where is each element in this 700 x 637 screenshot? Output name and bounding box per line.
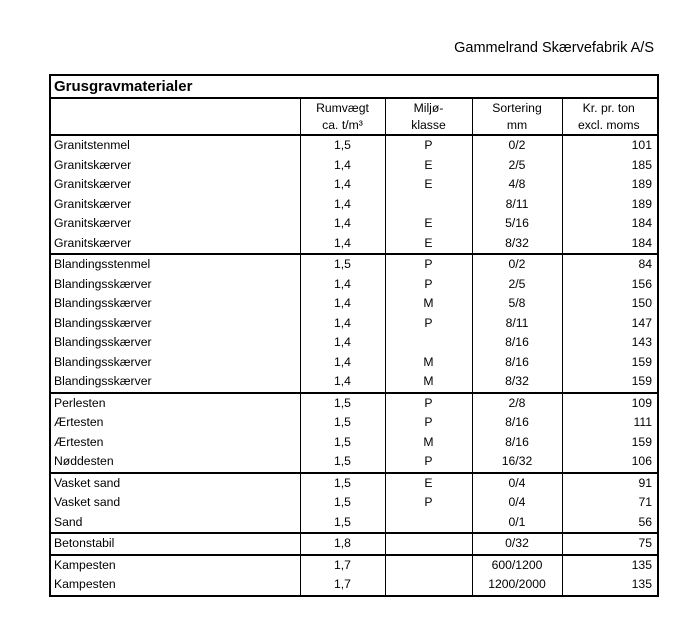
table-row-material: Kampesten [50,575,300,596]
table-row-env-class: E [385,214,472,234]
table-row-price: 71 [562,493,658,513]
table-row [50,234,658,255]
table-row-density: 1,7 [300,555,385,576]
table-row-env-class: M [385,353,472,373]
table-row [50,575,658,596]
table-row [50,493,658,513]
table-row-env-class: P [385,393,472,414]
table-row-grading: 2/5 [472,275,562,295]
table-row-price: 84 [562,254,658,275]
table-row-material: Blandingsskærver [50,372,300,393]
table-row-material: Blandingsskærver [50,353,300,373]
table-row-density: 1,8 [300,533,385,555]
table-row-env-class: E [385,473,472,494]
table-row-env-class [385,555,472,576]
table-row [50,214,658,234]
table-title-row [50,75,658,98]
table-row-price: 159 [562,372,658,393]
table-row-material: Granitskærver [50,175,300,195]
table-row-env-class: P [385,275,472,295]
table-row [50,275,658,295]
table-row-price: 135 [562,555,658,576]
table-row-density: 1,4 [300,175,385,195]
header-row [50,98,658,117]
table-row-grading: 8/16 [472,413,562,433]
table-row [50,353,658,373]
table-row-price: 184 [562,234,658,255]
table-row-grading: 8/32 [472,372,562,393]
table-row-price: 75 [562,533,658,555]
table-row [50,452,658,473]
table-row [50,175,658,195]
table-row-price: 109 [562,393,658,414]
table-row-env-class: P [385,314,472,334]
table-row-material: Ærtesten [50,433,300,453]
table-row-material: Betonstabil [50,533,300,555]
table-row-price: 56 [562,513,658,534]
table-row-density: 1,5 [300,473,385,494]
table-row-material: Kampesten [50,555,300,576]
table-row-material: Perlesten [50,393,300,414]
table-row [50,473,658,494]
table-row-material: Granitstenmel [50,135,300,156]
table-row-price: 189 [562,175,658,195]
table-row-material: Blandingsstenmel [50,254,300,275]
table-row-material: Sand [50,513,300,534]
table-row-grading: 600/1200 [472,555,562,576]
table-row-price: 189 [562,195,658,215]
table-row-density: 1,5 [300,452,385,473]
table-row-density: 1,4 [300,353,385,373]
table-row-density: 1,4 [300,372,385,393]
table-row [50,513,658,534]
materials-table [49,74,659,597]
table-row-density: 1,4 [300,214,385,234]
table-row [50,333,658,353]
table-row-material: Vasket sand [50,473,300,494]
table-row-density: 1,5 [300,393,385,414]
table-row-env-class: P [385,493,472,513]
table-row-env-class: P [385,452,472,473]
table-row-price: 111 [562,413,658,433]
header-row-env-class: klasse [385,117,472,136]
table-row-density: 1,4 [300,234,385,255]
header-row-material [50,117,300,136]
table-row-price: 91 [562,473,658,494]
company-name: Gammelrand Skærvefabrik A/S [454,40,654,56]
table-row-price: 159 [562,353,658,373]
table-row-density: 1,5 [300,433,385,453]
table-row-material: Blandingsskærver [50,314,300,334]
table-row-env-class: M [385,372,472,393]
table-row-grading: 2/5 [472,156,562,176]
table-row-env-class: E [385,156,472,176]
header-row-material [50,98,300,117]
table-row-price: 150 [562,294,658,314]
table-row-density: 1,5 [300,513,385,534]
table-row-density: 1,4 [300,294,385,314]
table-row-density: 1,4 [300,195,385,215]
table-row-material: Ærtesten [50,413,300,433]
table-row-price: 135 [562,575,658,596]
table-row [50,555,658,576]
table-row-density: 1,5 [300,135,385,156]
table-row [50,372,658,393]
table-row-price: 147 [562,314,658,334]
table-row-material: Nøddesten [50,452,300,473]
table-row-env-class [385,195,472,215]
header-row [50,117,658,136]
table-row-env-class: E [385,234,472,255]
table-row-env-class [385,333,472,353]
table-row [50,433,658,453]
table-row-material: Blandingsskærver [50,294,300,314]
header-row-density: ca. t/m³ [300,117,385,136]
table-row [50,294,658,314]
table-row-grading: 5/8 [472,294,562,314]
table-row-density: 1,5 [300,413,385,433]
header-row-density: Rumvægt [300,98,385,117]
table-row [50,533,658,555]
table-row [50,314,658,334]
table-row-grading: 8/16 [472,433,562,453]
table-row-grading: 0/2 [472,254,562,275]
table-row-grading: 8/32 [472,234,562,255]
table-row-env-class: M [385,294,472,314]
table-row-env-class: P [385,413,472,433]
table-row-material: Vasket sand [50,493,300,513]
header-row-env-class: Miljø- [385,98,472,117]
header-row-price: excl. moms [562,117,658,136]
table-row-env-class: P [385,135,472,156]
table-row-grading: 2/8 [472,393,562,414]
table-row-env-class: E [385,175,472,195]
table-row-grading: 0/1 [472,513,562,534]
table-row-density: 1,4 [300,156,385,176]
table-row-grading: 8/16 [472,353,562,373]
table-row-price: 156 [562,275,658,295]
table-row-env-class: P [385,254,472,275]
table-row-grading: 0/4 [472,473,562,494]
table-row [50,156,658,176]
table-row-material: Granitskærver [50,156,300,176]
table-title: Grusgravmaterialer [50,75,658,98]
table-row [50,195,658,215]
header-row-grading: Sortering [472,98,562,117]
header-row-grading: mm [472,117,562,136]
table-row-grading: 0/4 [472,493,562,513]
table-row-density: 1,4 [300,333,385,353]
table-row-density: 1,4 [300,275,385,295]
table-row [50,413,658,433]
table-row-density: 1,7 [300,575,385,596]
table-row [50,254,658,275]
table-row-price: 184 [562,214,658,234]
table-row-grading: 8/16 [472,333,562,353]
table-row-price: 106 [562,452,658,473]
table-row [50,393,658,414]
table-row-grading: 4/8 [472,175,562,195]
table-row-grading: 8/11 [472,314,562,334]
table-row-density: 1,4 [300,314,385,334]
table-row-price: 185 [562,156,658,176]
table-row-price: 159 [562,433,658,453]
table-row-env-class: M [385,433,472,453]
table-row-env-class [385,575,472,596]
table-row-grading: 1200/2000 [472,575,562,596]
table-row [50,135,658,156]
header-row-price: Kr. pr. ton [562,98,658,117]
table-row-grading: 5/16 [472,214,562,234]
table-row-material: Granitskærver [50,214,300,234]
table-row-price: 101 [562,135,658,156]
table-row-density: 1,5 [300,254,385,275]
table-row-grading: 8/11 [472,195,562,215]
table-row-grading: 0/2 [472,135,562,156]
table-row-price: 143 [562,333,658,353]
table-row-material: Granitskærver [50,234,300,255]
table-row-grading: 16/32 [472,452,562,473]
table-row-material: Granitskærver [50,195,300,215]
table-row-grading: 0/32 [472,533,562,555]
table-row-density: 1,5 [300,493,385,513]
table-row-env-class [385,533,472,555]
table-row-material: Blandingsskærver [50,333,300,353]
table-row-material: Blandingsskærver [50,275,300,295]
table-row-env-class [385,513,472,534]
